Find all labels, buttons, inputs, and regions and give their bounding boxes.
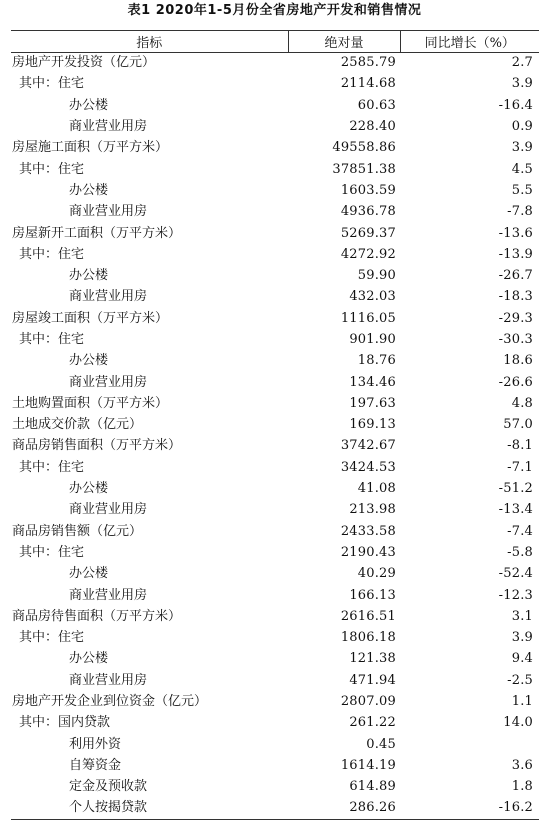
row-yoy-growth: -7.1 [507, 459, 533, 475]
row-absolute-value: 471.94 [349, 672, 396, 688]
row-absolute-value: 1116.05 [340, 310, 396, 326]
row-yoy-growth: -26.7 [498, 268, 533, 284]
table-row [11, 734, 539, 755]
row-label: 商品房销售额（亿元） [12, 523, 143, 539]
table-row [11, 542, 539, 563]
table-row [11, 649, 539, 670]
row-label: 办公楼 [69, 97, 109, 113]
row-label: 房屋新开工面积（万平方米） [12, 225, 182, 241]
row-label: 办公楼 [69, 182, 109, 198]
table-row [11, 478, 539, 499]
row-yoy-growth: 9.4 [511, 651, 533, 667]
table-row [11, 159, 539, 180]
row-absolute-value: 261.22 [349, 715, 396, 731]
row-absolute-value: 37851.38 [332, 161, 396, 177]
row-absolute-value: 2585.79 [340, 55, 396, 71]
row-yoy-growth: 57.0 [503, 417, 533, 433]
row-yoy-growth: -2.5 [507, 672, 533, 688]
row-label: 商业营业用房 [69, 374, 148, 390]
row-yoy-growth: -16.4 [498, 97, 533, 113]
table-body [11, 53, 539, 820]
row-absolute-value: 121.38 [349, 651, 396, 667]
row-label: 其中：住宅 [19, 630, 85, 646]
row-label: 商业营业用房 [69, 587, 148, 603]
table-header-row [11, 31, 539, 53]
row-yoy-growth: 3.6 [511, 757, 533, 773]
row-label: 商业营业用房 [69, 502, 148, 518]
data-table [11, 30, 539, 820]
row-label: 其中：住宅 [19, 161, 85, 177]
table-row [11, 755, 539, 776]
table-row [11, 777, 539, 798]
table-row [11, 223, 539, 244]
row-absolute-value: 5269.37 [340, 225, 396, 241]
table-row [11, 500, 539, 521]
table-row [11, 691, 539, 712]
table-row [11, 713, 539, 734]
row-absolute-value: 2807.09 [340, 694, 396, 710]
row-absolute-value: 41.08 [357, 481, 396, 497]
row-label: 商品房待售面积（万平方米） [12, 608, 182, 624]
table-row [11, 521, 539, 542]
row-yoy-growth: 1.8 [511, 779, 533, 795]
row-yoy-growth: -30.3 [498, 332, 533, 347]
row-yoy-growth: -13.6 [498, 225, 533, 241]
table-row [11, 585, 539, 606]
row-yoy-growth: 3.9 [511, 76, 533, 92]
row-absolute-value: 0.45 [366, 736, 396, 752]
row-label: 办公楼 [69, 566, 109, 582]
table-row [11, 287, 539, 308]
row-absolute-value: 2190.43 [340, 544, 396, 560]
row-absolute-value: 3742.67 [340, 438, 396, 454]
row-absolute-value: 901.90 [349, 332, 396, 347]
table-row [11, 138, 539, 159]
table-row [11, 74, 539, 95]
table-row [11, 116, 539, 137]
table-row [11, 798, 539, 819]
row-label: 利用外资 [69, 736, 122, 752]
row-absolute-value: 2433.58 [340, 523, 396, 539]
row-label: 其中：住宅 [19, 332, 85, 347]
table-row [11, 628, 539, 649]
table-row [11, 606, 539, 627]
row-absolute-value: 2616.51 [340, 608, 396, 624]
table-row [11, 180, 539, 201]
header-indicator: 指标 [11, 31, 288, 53]
row-yoy-growth: 18.6 [503, 353, 533, 369]
table-row [11, 415, 539, 436]
row-absolute-value: 166.13 [349, 587, 396, 603]
row-label: 办公楼 [69, 353, 109, 369]
row-yoy-growth: 2.7 [511, 55, 533, 71]
table-row [11, 351, 539, 372]
row-absolute-value: 432.03 [349, 289, 396, 305]
row-label: 其中：国内贷款 [19, 715, 111, 731]
row-absolute-value: 60.63 [357, 97, 396, 113]
row-absolute-value: 169.13 [349, 417, 396, 433]
row-yoy-growth: -7.4 [507, 523, 533, 539]
row-label: 商业营业用房 [69, 119, 148, 135]
row-label: 土地成交价款（亿元） [12, 417, 143, 433]
row-label: 办公楼 [69, 651, 109, 667]
table-row [11, 436, 539, 457]
row-absolute-value: 286.26 [288, 798, 400, 819]
row-yoy-growth: -52.4 [498, 566, 533, 582]
row-absolute-value: 4936.78 [340, 204, 396, 220]
row-yoy-growth: -7.8 [507, 204, 533, 220]
row-yoy-growth: -51.2 [498, 481, 533, 497]
row-label: 房地产开发企业到位资金（亿元） [12, 694, 208, 710]
table-row [11, 265, 539, 286]
table-row [11, 457, 539, 478]
table-row [11, 393, 539, 414]
row-absolute-value: 1603.59 [340, 182, 396, 198]
row-yoy-growth: -5.8 [507, 544, 533, 560]
table-row [11, 244, 539, 265]
row-label: 定金及预收款 [69, 779, 148, 795]
row-yoy-growth: 14.0 [503, 715, 533, 731]
row-absolute-value: 2114.68 [340, 76, 396, 92]
header-yoy-growth: 同比增长（%） [400, 31, 539, 53]
table-row [11, 95, 539, 116]
row-yoy-growth: -8.1 [507, 438, 533, 454]
row-absolute-value: 49558.86 [332, 140, 396, 156]
row-yoy-growth [400, 734, 539, 755]
row-label: 其中：住宅 [19, 459, 85, 475]
row-label: 房屋施工面积（万平方米） [12, 140, 169, 156]
row-absolute-value: 228.40 [349, 119, 396, 135]
row-absolute-value: 134.46 [349, 374, 396, 390]
row-label: 土地购置面积（万平方米） [12, 395, 169, 411]
row-label: 其中：住宅 [19, 246, 85, 262]
row-label: 商品房销售面积（万平方米） [12, 438, 182, 454]
table-title: 表1 2020年1-5月份全省房地产开发和销售情况 [127, 3, 422, 18]
header-absolute-value: 绝对量 [288, 31, 400, 53]
table-row [11, 202, 539, 223]
table-row [11, 670, 539, 691]
row-yoy-growth: -13.9 [498, 246, 533, 262]
row-absolute-value: 1806.18 [340, 630, 396, 646]
row-yoy-growth: -13.4 [498, 502, 533, 518]
row-absolute-value: 59.90 [357, 268, 396, 284]
row-absolute-value: 40.29 [357, 566, 396, 582]
row-yoy-growth: -29.3 [498, 310, 533, 326]
row-yoy-growth: 4.5 [511, 161, 533, 177]
row-yoy-growth: 0.9 [511, 119, 533, 135]
row-absolute-value: 614.89 [349, 779, 396, 795]
table-row [11, 564, 539, 585]
row-label: 办公楼 [69, 268, 109, 284]
row-label: 个人按揭贷款 [11, 798, 288, 819]
row-absolute-value: 18.76 [357, 353, 396, 369]
row-label: 商业营业用房 [69, 204, 148, 220]
row-yoy-growth: 3.1 [511, 608, 533, 624]
row-label: 自筹资金 [69, 757, 122, 773]
table-row [11, 329, 539, 350]
row-absolute-value: 3424.53 [340, 459, 396, 475]
row-label: 办公楼 [69, 481, 109, 497]
row-absolute-value: 213.98 [349, 502, 396, 518]
row-absolute-value: 4272.92 [340, 246, 396, 262]
row-label: 商业营业用房 [69, 289, 148, 305]
row-absolute-value: 197.63 [349, 395, 396, 411]
row-yoy-growth: 3.9 [511, 630, 533, 646]
row-yoy-growth: -26.6 [498, 374, 533, 390]
row-label: 其中：住宅 [19, 544, 85, 560]
row-label: 商业营业用房 [69, 672, 148, 688]
row-yoy-growth: 5.5 [511, 182, 533, 198]
row-label: 其中：住宅 [19, 76, 85, 92]
row-yoy-growth: 1.1 [511, 694, 533, 710]
row-yoy-growth: -16.2 [400, 798, 539, 819]
row-yoy-growth: -12.3 [498, 587, 533, 603]
row-yoy-growth: 3.9 [511, 140, 533, 156]
table-row [11, 53, 539, 74]
table-row [11, 308, 539, 329]
row-label: 房地产开发投资（亿元） [12, 55, 156, 71]
row-label: 房屋竣工面积（万平方米） [12, 310, 169, 326]
row-yoy-growth: -18.3 [498, 289, 533, 305]
table-row [11, 372, 539, 393]
row-absolute-value: 1614.19 [340, 757, 396, 773]
row-yoy-growth: 4.8 [511, 395, 533, 411]
